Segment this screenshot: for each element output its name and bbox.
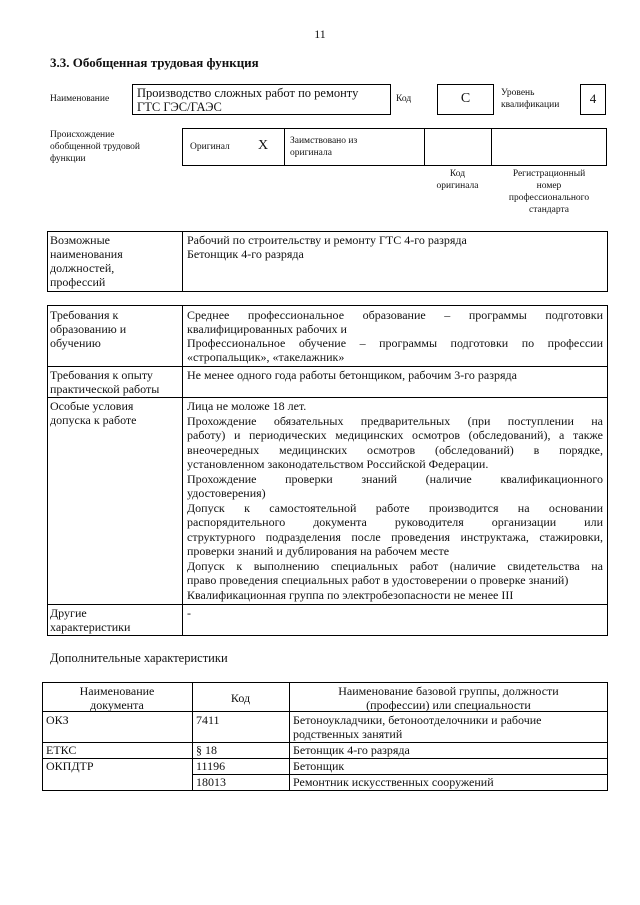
reg-caption-line4: стандарта — [529, 205, 569, 215]
name-value-line2: ГТС ГЭС/ГАЭС — [137, 100, 222, 114]
row3-code: 11196 — [196, 759, 226, 773]
code-label: Код — [396, 94, 412, 104]
experience-value: Не менее одного года работы бетонщиком, рабочим 3-го разряда — [187, 368, 517, 382]
col2-header: Код — [230, 691, 251, 705]
additional-title: Дополнительные характеристики — [50, 651, 228, 665]
experience-label-1: Требования к опыту — [50, 368, 153, 382]
row2-name: Бетонщик 4-го разряда — [293, 743, 410, 757]
conditions-label-2: допуска к работе — [50, 413, 137, 427]
reg-caption-line3: профессионального — [508, 193, 590, 203]
col1-header-2: документа — [90, 698, 144, 712]
origin-label-line1: Происхождение — [50, 130, 115, 140]
reg-caption-line2: номер — [536, 181, 562, 191]
level-value: 4 — [589, 91, 597, 106]
borrowed-line1: Заимствовано из — [290, 136, 358, 146]
experience-label-2: практической работы — [50, 382, 160, 396]
row4-name: Ремонтник искусственных сооружений — [293, 775, 494, 789]
row1-name-1: Бетоноукладчики, бетоноотделочники и рабочие — [293, 713, 542, 727]
conditions-line: Лица не моложе 18 лет. — [187, 399, 307, 413]
row3-doc: ОКПДТР — [46, 759, 94, 773]
positions-label-4: профессий — [50, 275, 106, 289]
conditions-line: распорядительного документа руководителя организации или — [187, 515, 603, 529]
education-value-3: Профессиональное обучение – программы подготовки по профессии — [187, 336, 603, 350]
origin-label-line2: обобщенной трудовой — [50, 142, 140, 152]
col3-header-2: (профессии) или специальности — [366, 698, 531, 712]
name-value-box — [132, 84, 391, 115]
conditions-line: работу) и периодических медицинских осмотров (обследований), а также — [187, 428, 603, 442]
conditions-line: Прохождение обязательных предварительных (при поступлении на — [187, 413, 603, 428]
code-value: С — [460, 91, 471, 106]
code-caption-line1: Код — [449, 169, 466, 179]
row1-code: 7411 — [196, 713, 220, 727]
col1-header-1: Наименование — [79, 684, 155, 698]
code-caption-line2: оригинала — [436, 181, 479, 191]
conditions-line: Квалификационная группа по электробезопасности не менее III — [187, 587, 514, 602]
conditions-line: Прохождение проверки знаний (наличие квалификационного — [187, 471, 603, 486]
conditions-label-1: Особые условия — [50, 399, 134, 413]
row1-doc: ОКЗ — [46, 713, 69, 727]
other-label-2: характеристики — [50, 620, 131, 634]
positions-label-3: должностей, — [50, 261, 115, 275]
row4-code: 18013 — [196, 775, 226, 789]
education-label-2: образованию и — [50, 322, 127, 336]
positions-value-1: Рабочий по строительству и ремонту ГТС 4-го разряда — [187, 233, 467, 247]
reg-caption-line1: Регистрационный — [512, 169, 586, 179]
page-number: 11 — [314, 27, 326, 41]
education-value-2: квалифицированных рабочих и — [187, 322, 347, 336]
original-label: Оригинал — [190, 142, 230, 152]
conditions-line: установленном законодательством Российской Федерации. — [187, 457, 489, 471]
conditions-line: структурного подразделения после проведения инструктажа, стажировки, — [187, 529, 603, 544]
education-label-1: Требования к — [50, 308, 119, 322]
row2-doc: ЕТКС — [46, 743, 77, 757]
level-label-line1: Уровень — [501, 88, 535, 98]
name-value-line1: Производство сложных работ по ремонту — [137, 86, 359, 100]
row1-name-2: родственных занятий — [293, 727, 403, 741]
positions-label-1: Возможные — [50, 233, 110, 247]
origin-box — [182, 128, 607, 166]
level-value-box — [580, 84, 606, 115]
origin-label-line3: функции — [50, 154, 86, 164]
original-mark: X — [258, 138, 269, 153]
education-value-4: «стропальщик», «такелажник» — [187, 350, 345, 364]
level-label-line2: квалификации — [501, 100, 560, 110]
conditions-line: Допуск к выполнению специальных работ (наличие свидетельства на — [187, 558, 603, 573]
code-value-box — [437, 84, 494, 115]
conditions-line: проверки знаний и дублирования на рабочем месте — [187, 544, 450, 558]
conditions-line: Допуск к самостоятельной работе производится на основании — [187, 500, 603, 515]
section-title: 3.3. Обобщенная трудовая функция — [50, 55, 259, 70]
conditions-line: удостоверения) — [187, 486, 266, 500]
other-label-1: Другие — [50, 606, 87, 620]
row3-name: Бетонщик — [293, 759, 345, 773]
positions-label-2: наименования — [50, 247, 123, 261]
conditions-line: внеочередных медицинских осмотров (обследований) в порядке, — [187, 442, 603, 457]
col3-header-1: Наименование базовой группы, должности — [338, 684, 559, 698]
education-label-3: обучению — [50, 336, 101, 350]
conditions-line: право проведения специальных работ в удостоверении о проверке знаний) — [187, 573, 569, 587]
borrowed-line2: оригинала — [290, 148, 332, 158]
other-value: - — [187, 606, 191, 620]
name-label: Наименование — [50, 94, 110, 104]
education-value-1: Среднее профессиональное образование – программы подготовки — [187, 308, 603, 322]
row2-code: § 18 — [196, 743, 217, 757]
positions-value-2: Бетонщик 4-го разряда — [187, 247, 304, 261]
